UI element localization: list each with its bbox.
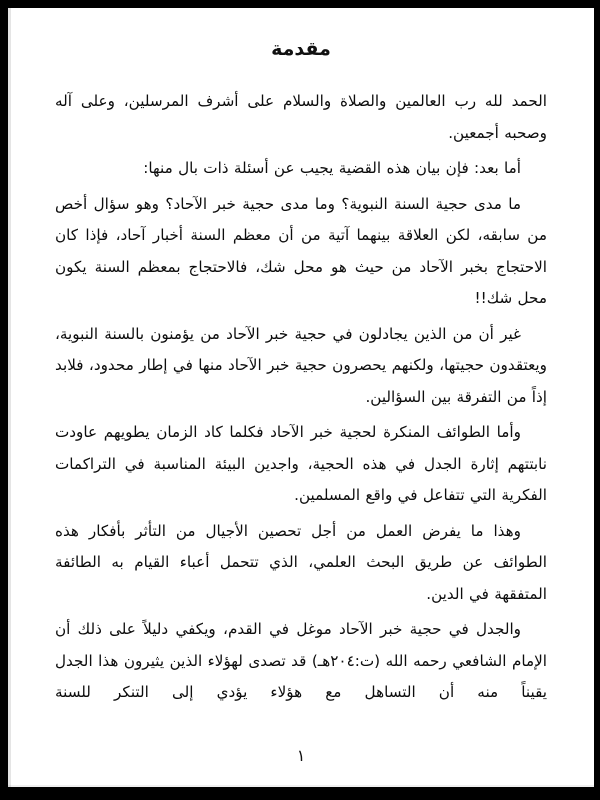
- paragraph-2: أما بعد: فإن بيان هذه القضية يجيب عن أسئلة ذات بال منها:: [143, 159, 521, 177]
- paragraph-7: والجدل في حجية خبر الآحاد موغل في القدم، ويكفي دليلاً على ذلك أن الإمام الشافعي رحمه الله (ت:٢٠٤هـ) قد تصدى لهؤلاء الذين يثيرون هذا الجدل يقيناً منه أن التساهل مع هؤلاء يؤدي إلى التنكر للسنة: [55, 620, 547, 701]
- paragraph-6: وهذا ما يفرض العمل من أجل تحصين الأجيال من التأثر بأفكار هذه الطوائف عن طريق البحث العلمي، الذي تتحمل أعباء القيام به الطائفة المتفقهة في الدين.: [55, 521, 547, 603]
- page-number: ١: [296, 746, 306, 765]
- page-title: مقدمة: [271, 38, 331, 60]
- page-sheet: [8, 8, 594, 787]
- paragraph-5: وأما الطوائف المنكرة لحجية خبر الآحاد فكلما كاد الزمان يطويهم عاودت نابتتهم إثارة الجدل في هذه الحجية، واجدين البيئة المناسبة في التراكمات الفكرية التي تتفاعل في واقع المسلمين.: [55, 423, 547, 504]
- page-content: [55, 38, 547, 787]
- scan-edge-smudge-left: [8, 8, 11, 787]
- paragraph-4: غير أن من الذين يجادلون في حجية خبر الآحاد من يؤمنون بالسنة النبوية، ويعتقدون حجيتها، ولكنهم يحصرون حجية خبر الآحاد منها في إطار محدود، فلابد إذاً من التفرقة بين السؤالين.: [55, 324, 547, 406]
- paragraph-3: ما مدى حجية السنة النبوية؟ وما مدى حجية خبر الآحاد؟ وهو سؤال أخص من سابقه، لكن العلاقة بينهما آتية من أن معظم السنة أخبار آحاد، فإذا كان الاحتجاج بخبر الآحاد من حيث هو محل شك، فالاحتجاج بمعظم السنة يكون محل شك!!: [55, 194, 547, 307]
- body-text-block: [55, 86, 547, 709]
- paragraph-1: الحمد لله رب العالمين والصلاة والسلام على أشرف المرسلين، وعلى آله وصحبه أجمعين.: [55, 92, 547, 142]
